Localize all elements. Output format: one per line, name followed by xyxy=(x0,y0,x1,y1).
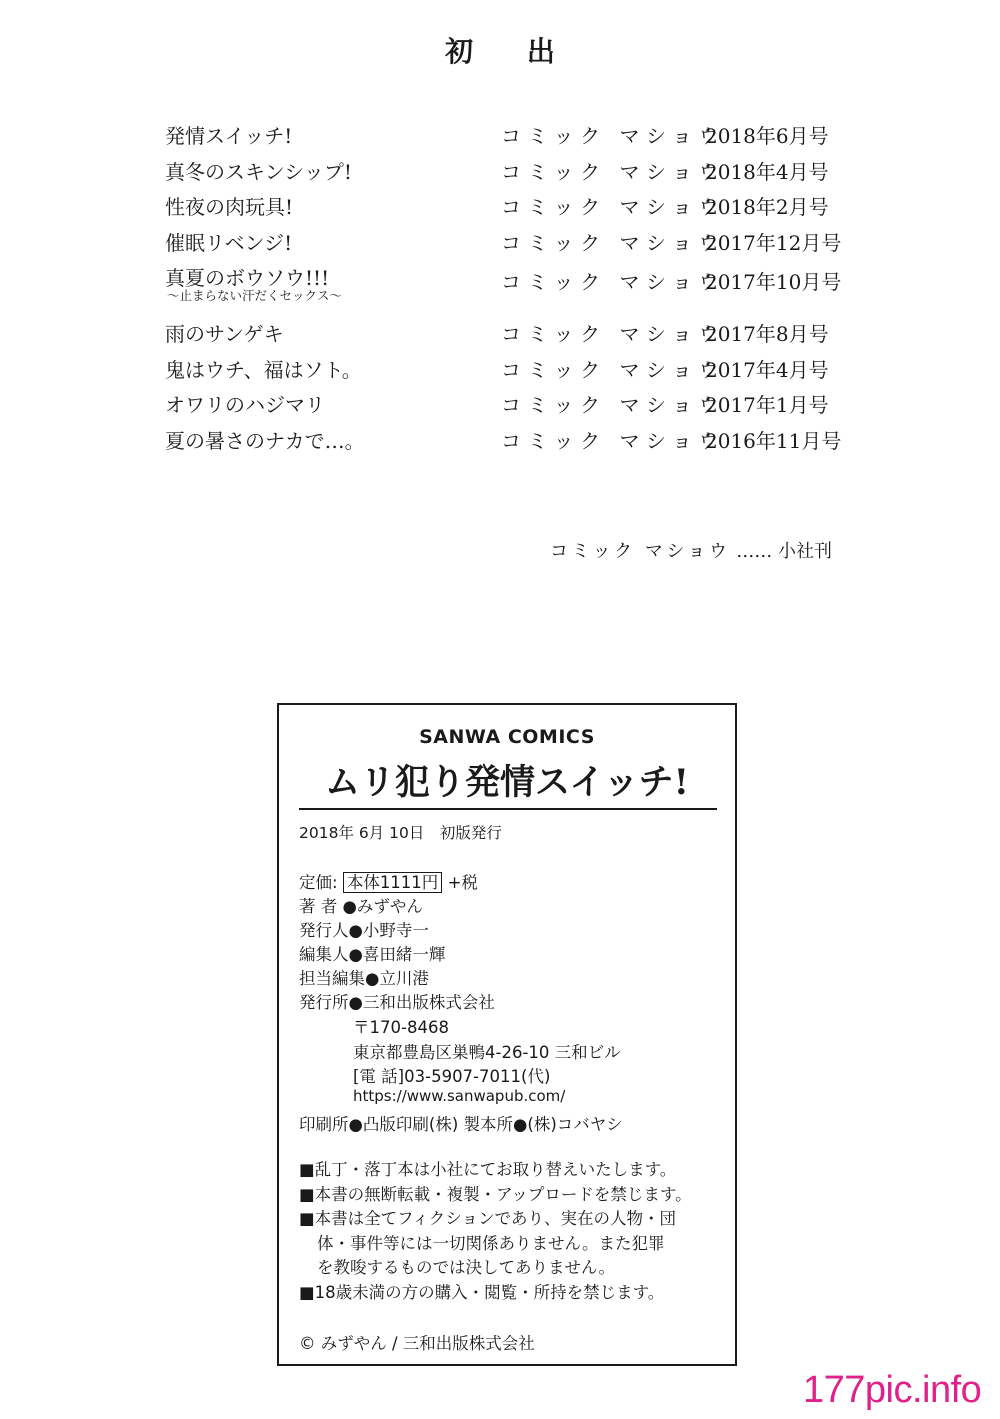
toc-title: 真冬のスキンシップ! xyxy=(165,159,352,184)
toc-issue: 2017年12月号 xyxy=(705,230,842,255)
notice-line: ■18歳未満の方の購入・閲覧・所持を禁じます。 xyxy=(299,1282,665,1302)
toc-title: オワリのハジマリ xyxy=(165,393,325,417)
website-url: https://www.sanwapub.com/ xyxy=(353,1087,566,1105)
publisher-note-suffix: …… 小社刊 xyxy=(736,541,832,562)
toc-issue: 2017年4月号 xyxy=(705,357,829,382)
publisher-note-magazine: コミック マショウ xyxy=(550,541,731,562)
toc-magazine: コミック マショウ xyxy=(501,195,726,219)
title-rule xyxy=(299,808,717,810)
toc-title: 発情スイッチ! xyxy=(165,124,293,148)
toc-title: 夏の暑さのナカで…。 xyxy=(165,428,365,453)
price-suffix: +税 xyxy=(447,873,478,892)
toc-row xyxy=(165,425,865,461)
toc-title: 真夏のボウソウ!!! xyxy=(165,266,330,290)
toc-magazine: コミック マショウ xyxy=(501,270,726,294)
toc-issue: 2018年4月号 xyxy=(705,159,829,184)
toc-row xyxy=(165,318,865,354)
toc-magazine: コミック マショウ xyxy=(501,428,726,453)
toc-magazine: コミック マショウ xyxy=(501,124,726,148)
editor-in-charge-line: 担当編集●立川港 xyxy=(299,969,429,988)
printer-line: 印刷所●凸版印刷(株) 製本所●(株)コバヤシ xyxy=(299,1115,623,1134)
editor-line: 編集人●喜田緒一輝 xyxy=(299,945,446,964)
price-label: 定価: xyxy=(299,873,338,892)
toc-magazine: コミック マショウ xyxy=(501,357,726,382)
toc-magazine: コミック マショウ xyxy=(501,159,726,184)
page-heading: 初 出 xyxy=(445,35,577,68)
toc-issue: 2018年6月号 xyxy=(705,124,829,148)
toc-subtitle: 〜止まらない汗だくセックス〜 xyxy=(167,288,342,303)
toc-title: 催眠リベンジ! xyxy=(165,230,293,255)
notice-item xyxy=(299,1207,692,1281)
notice-line: ■本書の無断転載・複製・アップロードを禁じます。 xyxy=(299,1184,692,1204)
toc-issue: 2018年2月号 xyxy=(705,195,829,219)
postal-code: 〒170-8468 xyxy=(353,1018,449,1037)
toc-issue: 2017年1月号 xyxy=(705,393,829,417)
colophon-box xyxy=(277,703,737,1366)
publisher-person-line: 発行人●小野寺一 xyxy=(299,921,429,940)
publisher-note xyxy=(550,537,832,563)
toc-issue: 2017年10月号 xyxy=(705,270,842,294)
notice-item xyxy=(299,1158,692,1183)
notice-item xyxy=(299,1281,692,1306)
toc-row xyxy=(165,227,865,263)
price-boxed: 本体1111円 xyxy=(343,872,443,893)
price-line xyxy=(299,869,478,893)
series-name: SANWA COMICS xyxy=(419,726,595,748)
author-line: 著 者 ●みずやん xyxy=(299,897,423,916)
toc-title: 雨のサンゲキ xyxy=(165,322,284,346)
toc-title: 性夜の肉玩具! xyxy=(165,195,294,219)
toc-row xyxy=(165,389,865,425)
toc-row xyxy=(165,191,865,227)
toc-row xyxy=(165,354,865,390)
toc-row xyxy=(165,120,865,156)
phone-line: [電 話]03-5907-7011(代) xyxy=(353,1067,551,1086)
publisher-company-line: 発行所●三和出版株式会社 xyxy=(299,993,495,1012)
site-watermark: 177pic.info xyxy=(803,1369,982,1411)
toc-magazine: コミック マショウ xyxy=(501,322,726,346)
toc-magazine: コミック マショウ xyxy=(501,230,726,255)
toc-title: 鬼はウチ、福はソト。 xyxy=(165,357,362,382)
notice-line: 体・事件等には一切関係ありません。また犯罪 xyxy=(317,1233,665,1253)
toc-issue: 2016年11月号 xyxy=(705,428,842,453)
notice-line: ■本書は全てフィクションであり、実在の人物・団 xyxy=(299,1209,676,1228)
edition-date: 2018年 6月 10日 初版発行 xyxy=(299,824,502,842)
toc-issue: 2017年8月号 xyxy=(705,322,829,346)
book-title: ムリ犯り発情スイッチ! xyxy=(325,762,689,803)
toc-magazine: コミック マショウ xyxy=(501,393,726,417)
toc-row xyxy=(165,262,865,318)
notices-list xyxy=(299,1158,692,1305)
notice-line: を教唆するものでは決してありません。 xyxy=(317,1258,615,1277)
toc-list xyxy=(165,120,865,460)
notice-line: ■乱丁・落丁本は小社にてお取り替えいたします。 xyxy=(299,1160,677,1179)
notice-item xyxy=(299,1183,692,1208)
toc-row xyxy=(165,156,865,192)
copyright-line: © みずやん / 三和出版株式会社 xyxy=(299,1334,535,1353)
address-line: 東京都豊島区巣鴨4-26-10 三和ビル xyxy=(353,1043,621,1062)
